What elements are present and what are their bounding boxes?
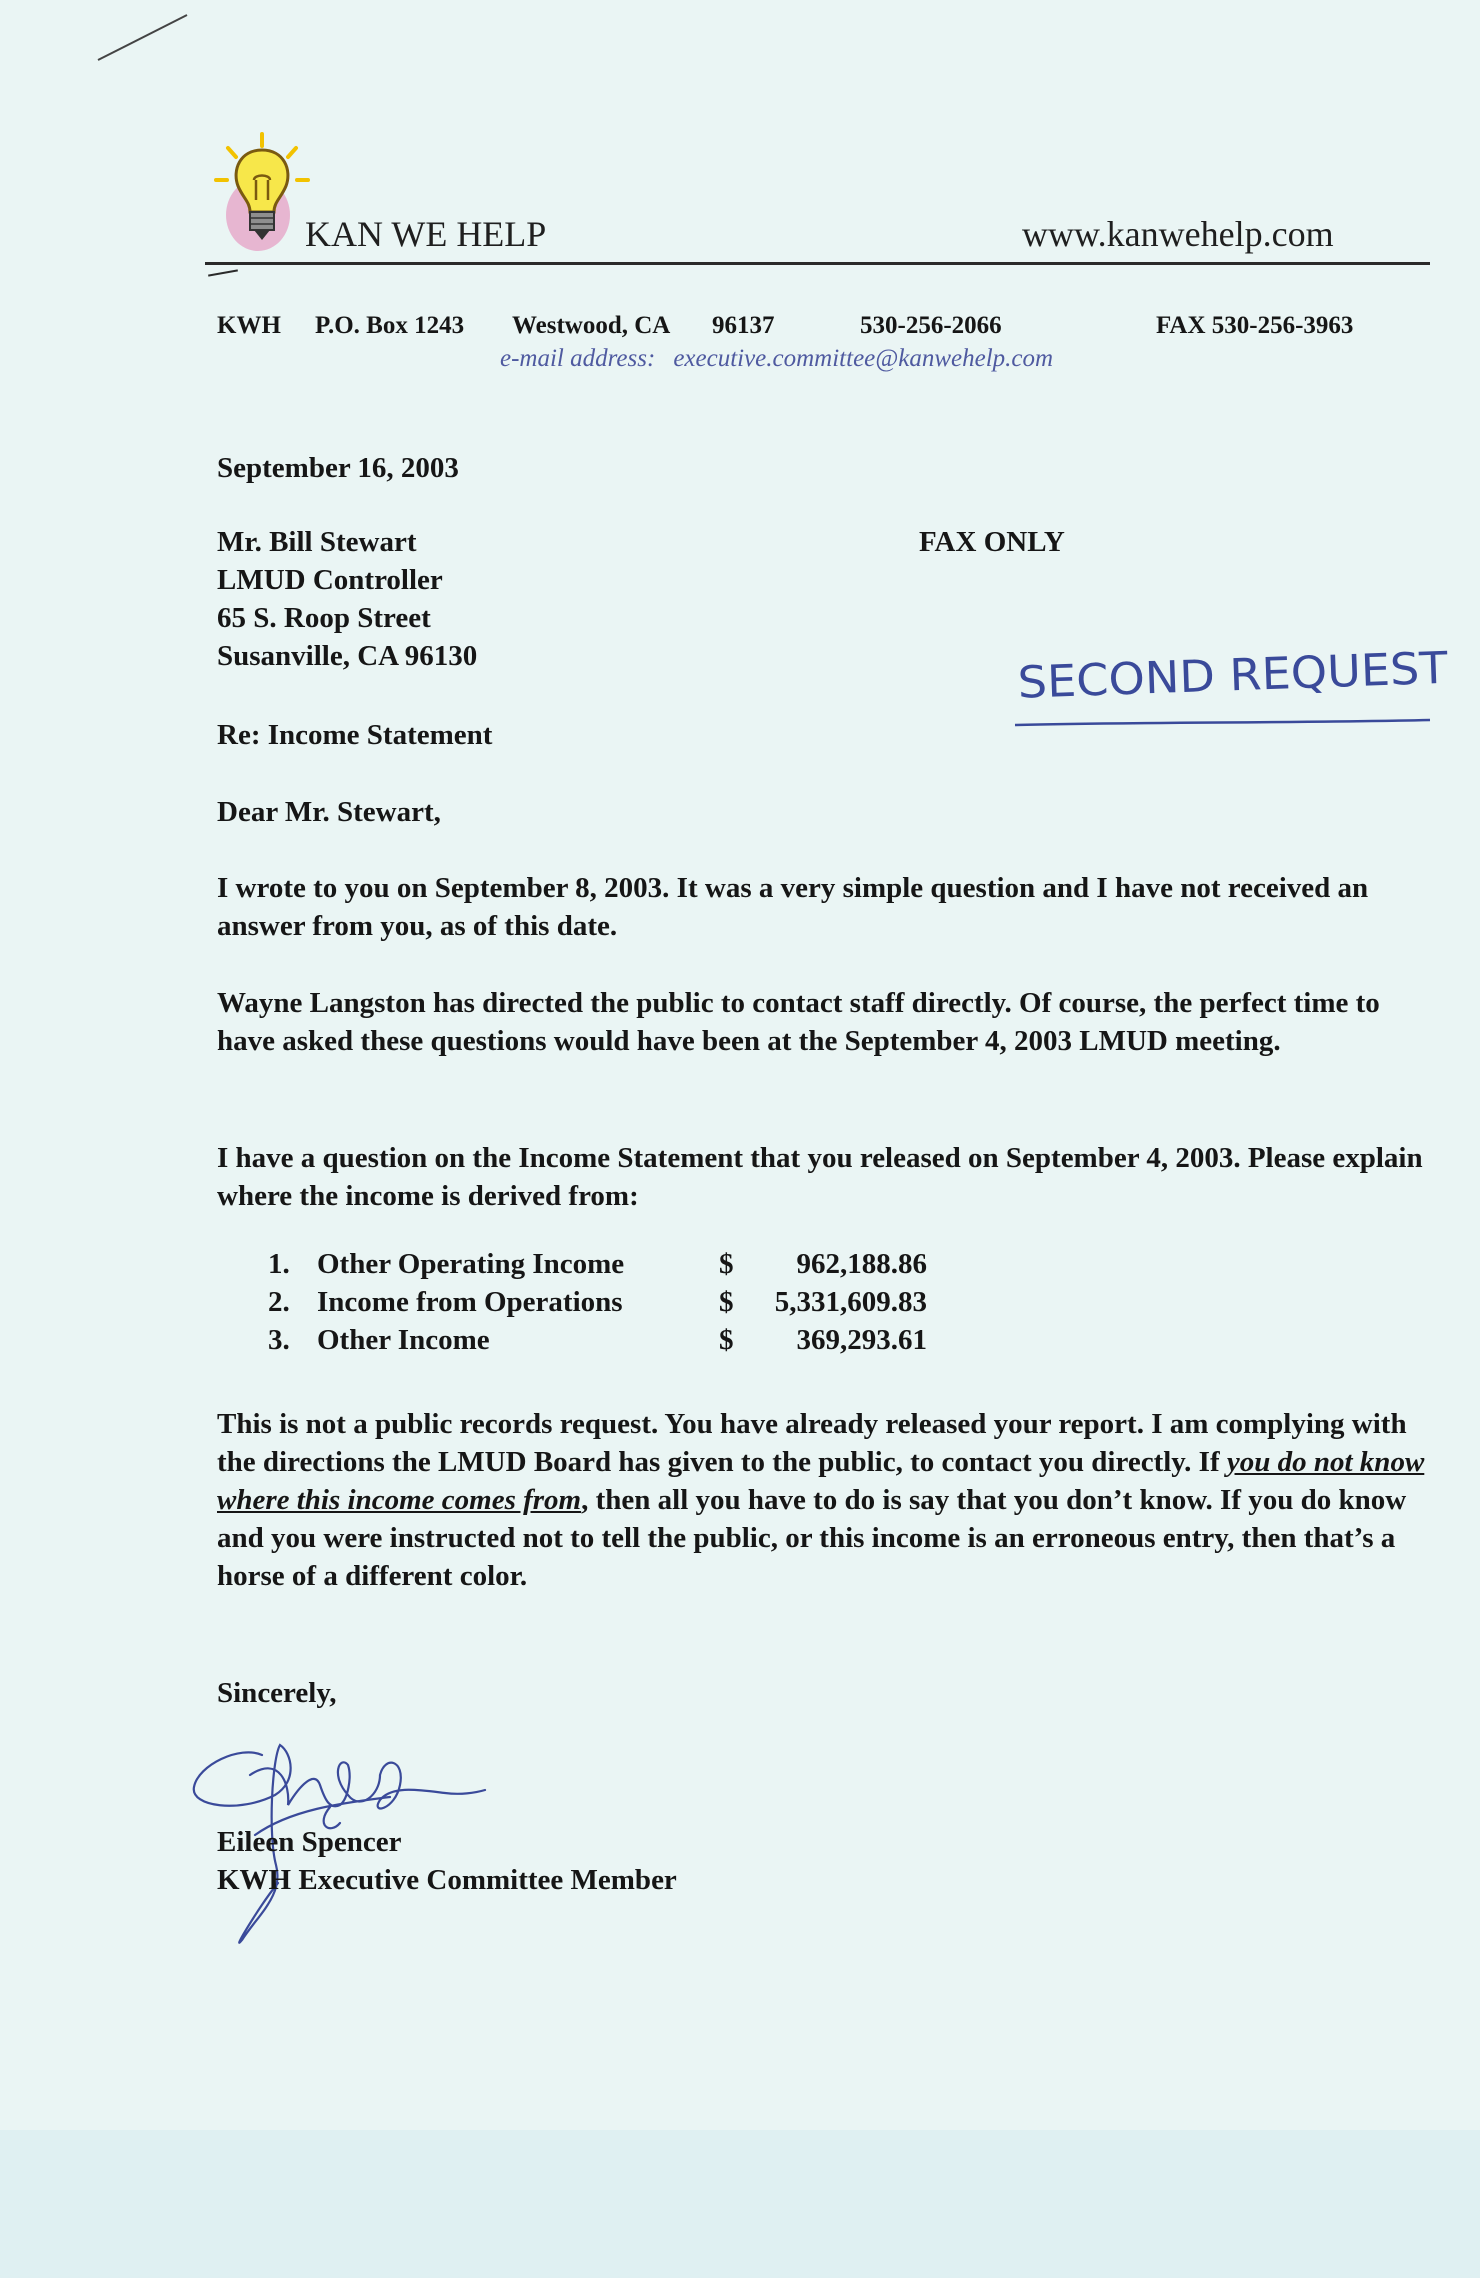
delivery-method: FAX ONLY xyxy=(919,526,1065,558)
recipient-street: 65 S. Roop Street xyxy=(217,602,431,634)
org-phone: 530-256-2066 xyxy=(860,312,1002,339)
signer-block xyxy=(217,1823,677,1899)
paragraph-4 xyxy=(217,1405,1432,1595)
letter-salutation: Dear Mr. Stewart, xyxy=(217,796,441,828)
scan-bottom-edge xyxy=(0,2130,1480,2278)
paragraph-4-start: This is not a public records request. You have already released your report. I am complying with the directions the LMUD Board has given to the public, to contact you directly. If xyxy=(217,1408,1407,1478)
recipient-title: LMUD Controller xyxy=(217,564,443,596)
paragraph-4-emphasis: you do not know where this income comes from xyxy=(217,1446,1425,1516)
income-item-amount: 5,331,609.83 xyxy=(774,1286,927,1318)
paragraph-2: Wayne Langston has directed the public to contact staff directly. Of course, the perfect time to have asked these questions would have been at the September 4, 2003 LMUD meeting. xyxy=(217,987,1380,1057)
recipient-name: Mr. Bill Stewart xyxy=(217,526,417,558)
income-item-currency: $ xyxy=(719,1248,734,1280)
org-po-box: P.O. Box 1243 xyxy=(315,312,465,339)
income-item-number: 3. xyxy=(268,1324,290,1356)
org-fax: FAX 530-256-3963 xyxy=(1156,312,1354,339)
scan-mark xyxy=(95,10,195,70)
income-item-currency: $ xyxy=(719,1324,734,1356)
letter-closing: Sincerely, xyxy=(217,1677,337,1709)
divider-mark xyxy=(208,269,238,276)
income-item-label: Income from Operations xyxy=(317,1286,623,1318)
income-item-label: Other Income xyxy=(317,1324,490,1356)
letter-subject: Re: Income Statement xyxy=(217,719,493,751)
income-item-currency: $ xyxy=(719,1286,734,1318)
recipient-city: Susanville, CA 96130 xyxy=(217,640,478,672)
paragraph-4-end: , then all you have to do is say that you don’t know. If you do know and you were instructed not to tell the public, or this income is an erroneous entry, then that’s a horse of a different color. xyxy=(217,1484,1407,1592)
email-address: executive.committee@kanwehelp.com xyxy=(673,345,1054,372)
recipient-address xyxy=(217,523,477,675)
income-item-amount: 962,188.86 xyxy=(796,1248,927,1280)
org-name: KAN WE HELP xyxy=(305,214,547,254)
letter-date: September 16, 2003 xyxy=(217,452,459,484)
org-abbrev: KWH xyxy=(217,312,281,339)
handwritten-second-request xyxy=(1010,630,1470,740)
org-website: www.kanwehelp.com xyxy=(1022,214,1334,254)
org-email-line xyxy=(500,345,1071,373)
paragraph-1: I wrote to you on September 8, 2003. It was a very simple question and I have not received an answer from you, as of this date. xyxy=(217,872,1369,942)
paragraph-3: I have a question on the Income Statement that you released on September 4, 2003. Please explain where the income is derived from: xyxy=(217,1142,1423,1212)
org-zip: 96137 xyxy=(712,312,775,339)
org-city: Westwood, CA xyxy=(512,312,671,339)
letterhead-divider xyxy=(205,262,1430,265)
income-item-number: 1. xyxy=(268,1248,290,1280)
lightbulb-icon xyxy=(210,130,315,260)
signer-name: Eileen Spencer xyxy=(217,1826,402,1858)
handwritten-note-text: SECOND REQUEST xyxy=(1016,643,1429,709)
email-label: e-mail address: xyxy=(500,345,656,372)
signer-title: KWH Executive Committee Member xyxy=(217,1864,677,1896)
income-item-number: 2. xyxy=(268,1286,290,1318)
income-item-label: Other Operating Income xyxy=(317,1248,625,1280)
income-item-amount: 369,293.61 xyxy=(796,1324,927,1356)
